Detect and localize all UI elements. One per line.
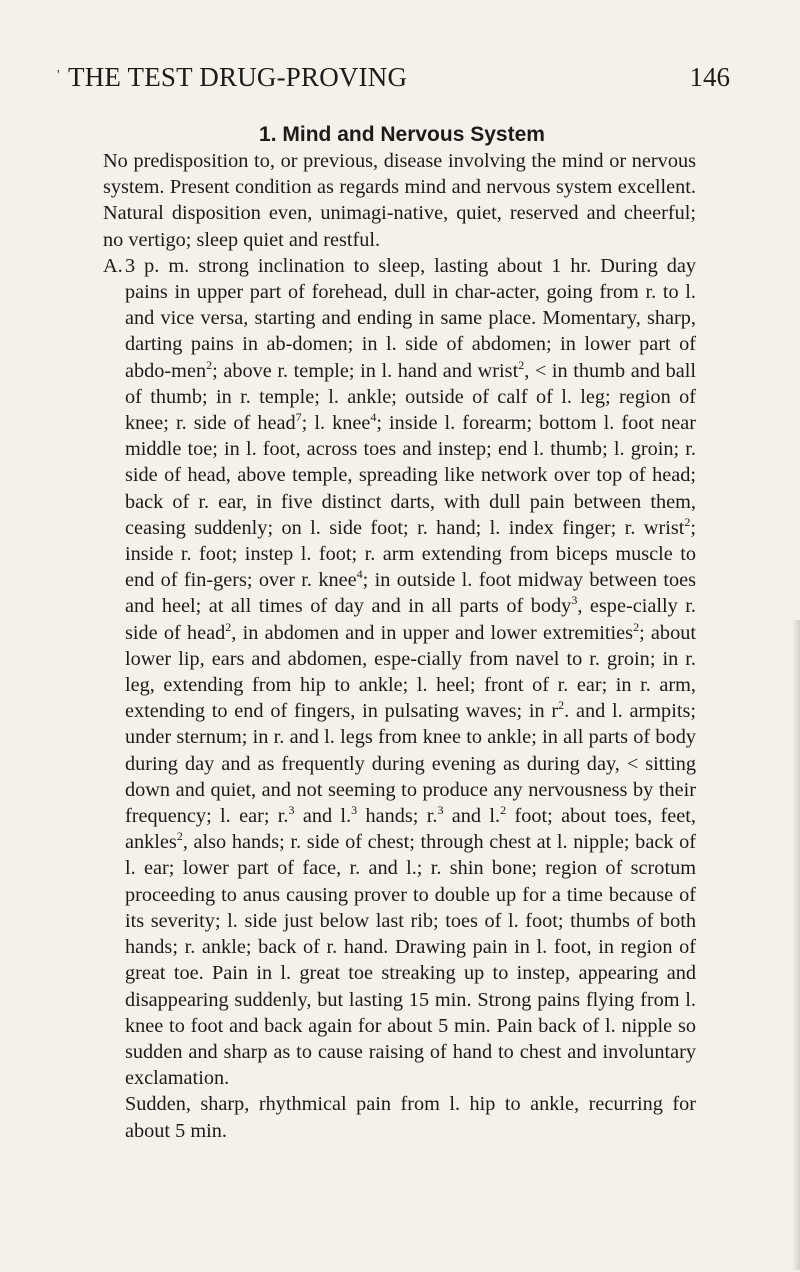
superscript-index: 2 <box>558 698 565 713</box>
superscript-index: 2 <box>225 619 232 634</box>
text-run: ; above r. temple; in l. hand and wrist <box>212 359 519 382</box>
text-run: . and l. armpits; under sternum; in r. and l. legs from knee to ankle; in all parts of body during day and as frequently during evening as during day, < sitting down and quiet, and not seeming to produce any nervousness by their frequency; l. ear; r. <box>125 700 696 828</box>
superscript-index: 2 <box>633 619 640 634</box>
entry-a-text <box>125 253 696 1092</box>
superscript-index: 3 <box>437 803 444 818</box>
margin-tick: ' <box>57 68 60 83</box>
entry-a <box>103 253 696 1144</box>
text-run: and l. <box>294 805 352 828</box>
superscript-index: 3 <box>288 803 295 818</box>
superscript-index: 2 <box>500 803 507 818</box>
text-run: ; inside l. forearm; bottom l. foot near middle toe; in l. foot, across toes and instep; end l. thumb; l. groin; r. side of head, above temple, spreading like network over top of head; back of r. ear, in five distinct darts, with dull pain between them, ceasing suddenly; on l. side foot; r. hand; l. index finger; r. wrist <box>125 412 696 539</box>
text-run: and l. <box>443 805 501 828</box>
page-edge-shadow <box>792 620 800 1270</box>
entry-label: A. <box>103 254 123 277</box>
text-run: ; in outside l. foot midway between toes and heel; at all times of day and in all parts of body <box>125 569 696 618</box>
superscript-index: 7 <box>295 410 302 425</box>
text-run: , < in thumb and ball of thumb; in r. temple; l. ankle; outside of calf of l. leg; region of knee; r. side of head <box>125 359 696 435</box>
running-header <box>57 62 738 102</box>
text-run: , in abdomen and in upper and lower extremities <box>231 621 634 644</box>
superscript-index: 4 <box>370 410 377 425</box>
text-run: 3 p. m. strong inclination to sleep, lasting about 1 hr. During day pains in upper part of forehead, dull in char-acter, going from r. to l. and vice versa, starting and ending in same place. Momentary, sharp, darting pains in ab-domen; in l. side of abdomen; in lower part of abdo-men <box>125 254 696 382</box>
text-run: foot; about toes, feet, ankles <box>125 805 696 854</box>
text-run: hands; r. <box>357 805 438 828</box>
text-run: , espe-cially r. side of head <box>125 595 696 644</box>
text-run: , also hands; r. side of chest; through chest at l. nipple; back of l. ear; lower part of face, r. and l.; r. shin bone; region of scrotum proceeding to anus causing prover to double up for a time because of its severity; l. side just below last rib; toes of l. foot; thumbs of both hands; r. ankle; back of r. hand. Drawing pain in l. foot, in region of great toe. Pain in l. great toe streaking up to instep, appearing and disappearing suddenly, but lasting 15 min. Strong pains flying from l. knee to foot and back again for about 5 min. Pain back of l. nipple so sudden and sharp as to cause raising of hand to chest and involuntary exclamation. <box>125 831 696 1090</box>
superscript-index: 2 <box>176 829 183 844</box>
superscript-index: 2 <box>684 515 691 530</box>
superscript-index: 4 <box>356 567 363 582</box>
superscript-index: 2 <box>206 357 213 372</box>
page-number: 146 <box>689 62 730 92</box>
superscript-index: 3 <box>571 593 578 608</box>
intro-paragraph: No predisposition to, or previous, disease involving the mind or nervous system. Present condition as regards mind and nervous system excellent. Natural disposition even, unimagi-native, quiet, reserved and cheerful; no vertigo; sleep quiet and restful. <box>103 150 696 251</box>
body-text <box>103 148 696 1144</box>
text-run: ; inside r. foot; instep l. foot; r. arm extending from biceps muscle to end of fin-gers; over r. knee <box>125 516 696 592</box>
running-title: THE TEST DRUG-PROVING <box>68 62 408 92</box>
section-heading: 1. Mind and Nervous System <box>259 123 545 146</box>
text-run: ; about lower lip, ears and abdomen, espe-cially from navel to r. groin; in r. leg, extending from hip to ankle; l. heel; front of r. ear; in r. arm, extending to end of fingers, in pulsating waves; in r <box>125 621 696 723</box>
text-run: ; l. knee <box>301 412 371 435</box>
entry-a-continuation: Sudden, sharp, rhythmical pain from l. hip to ankle, recurring for about 5 min. <box>125 1093 696 1142</box>
superscript-index: 3 <box>351 803 358 818</box>
superscript-index: 2 <box>518 357 525 372</box>
